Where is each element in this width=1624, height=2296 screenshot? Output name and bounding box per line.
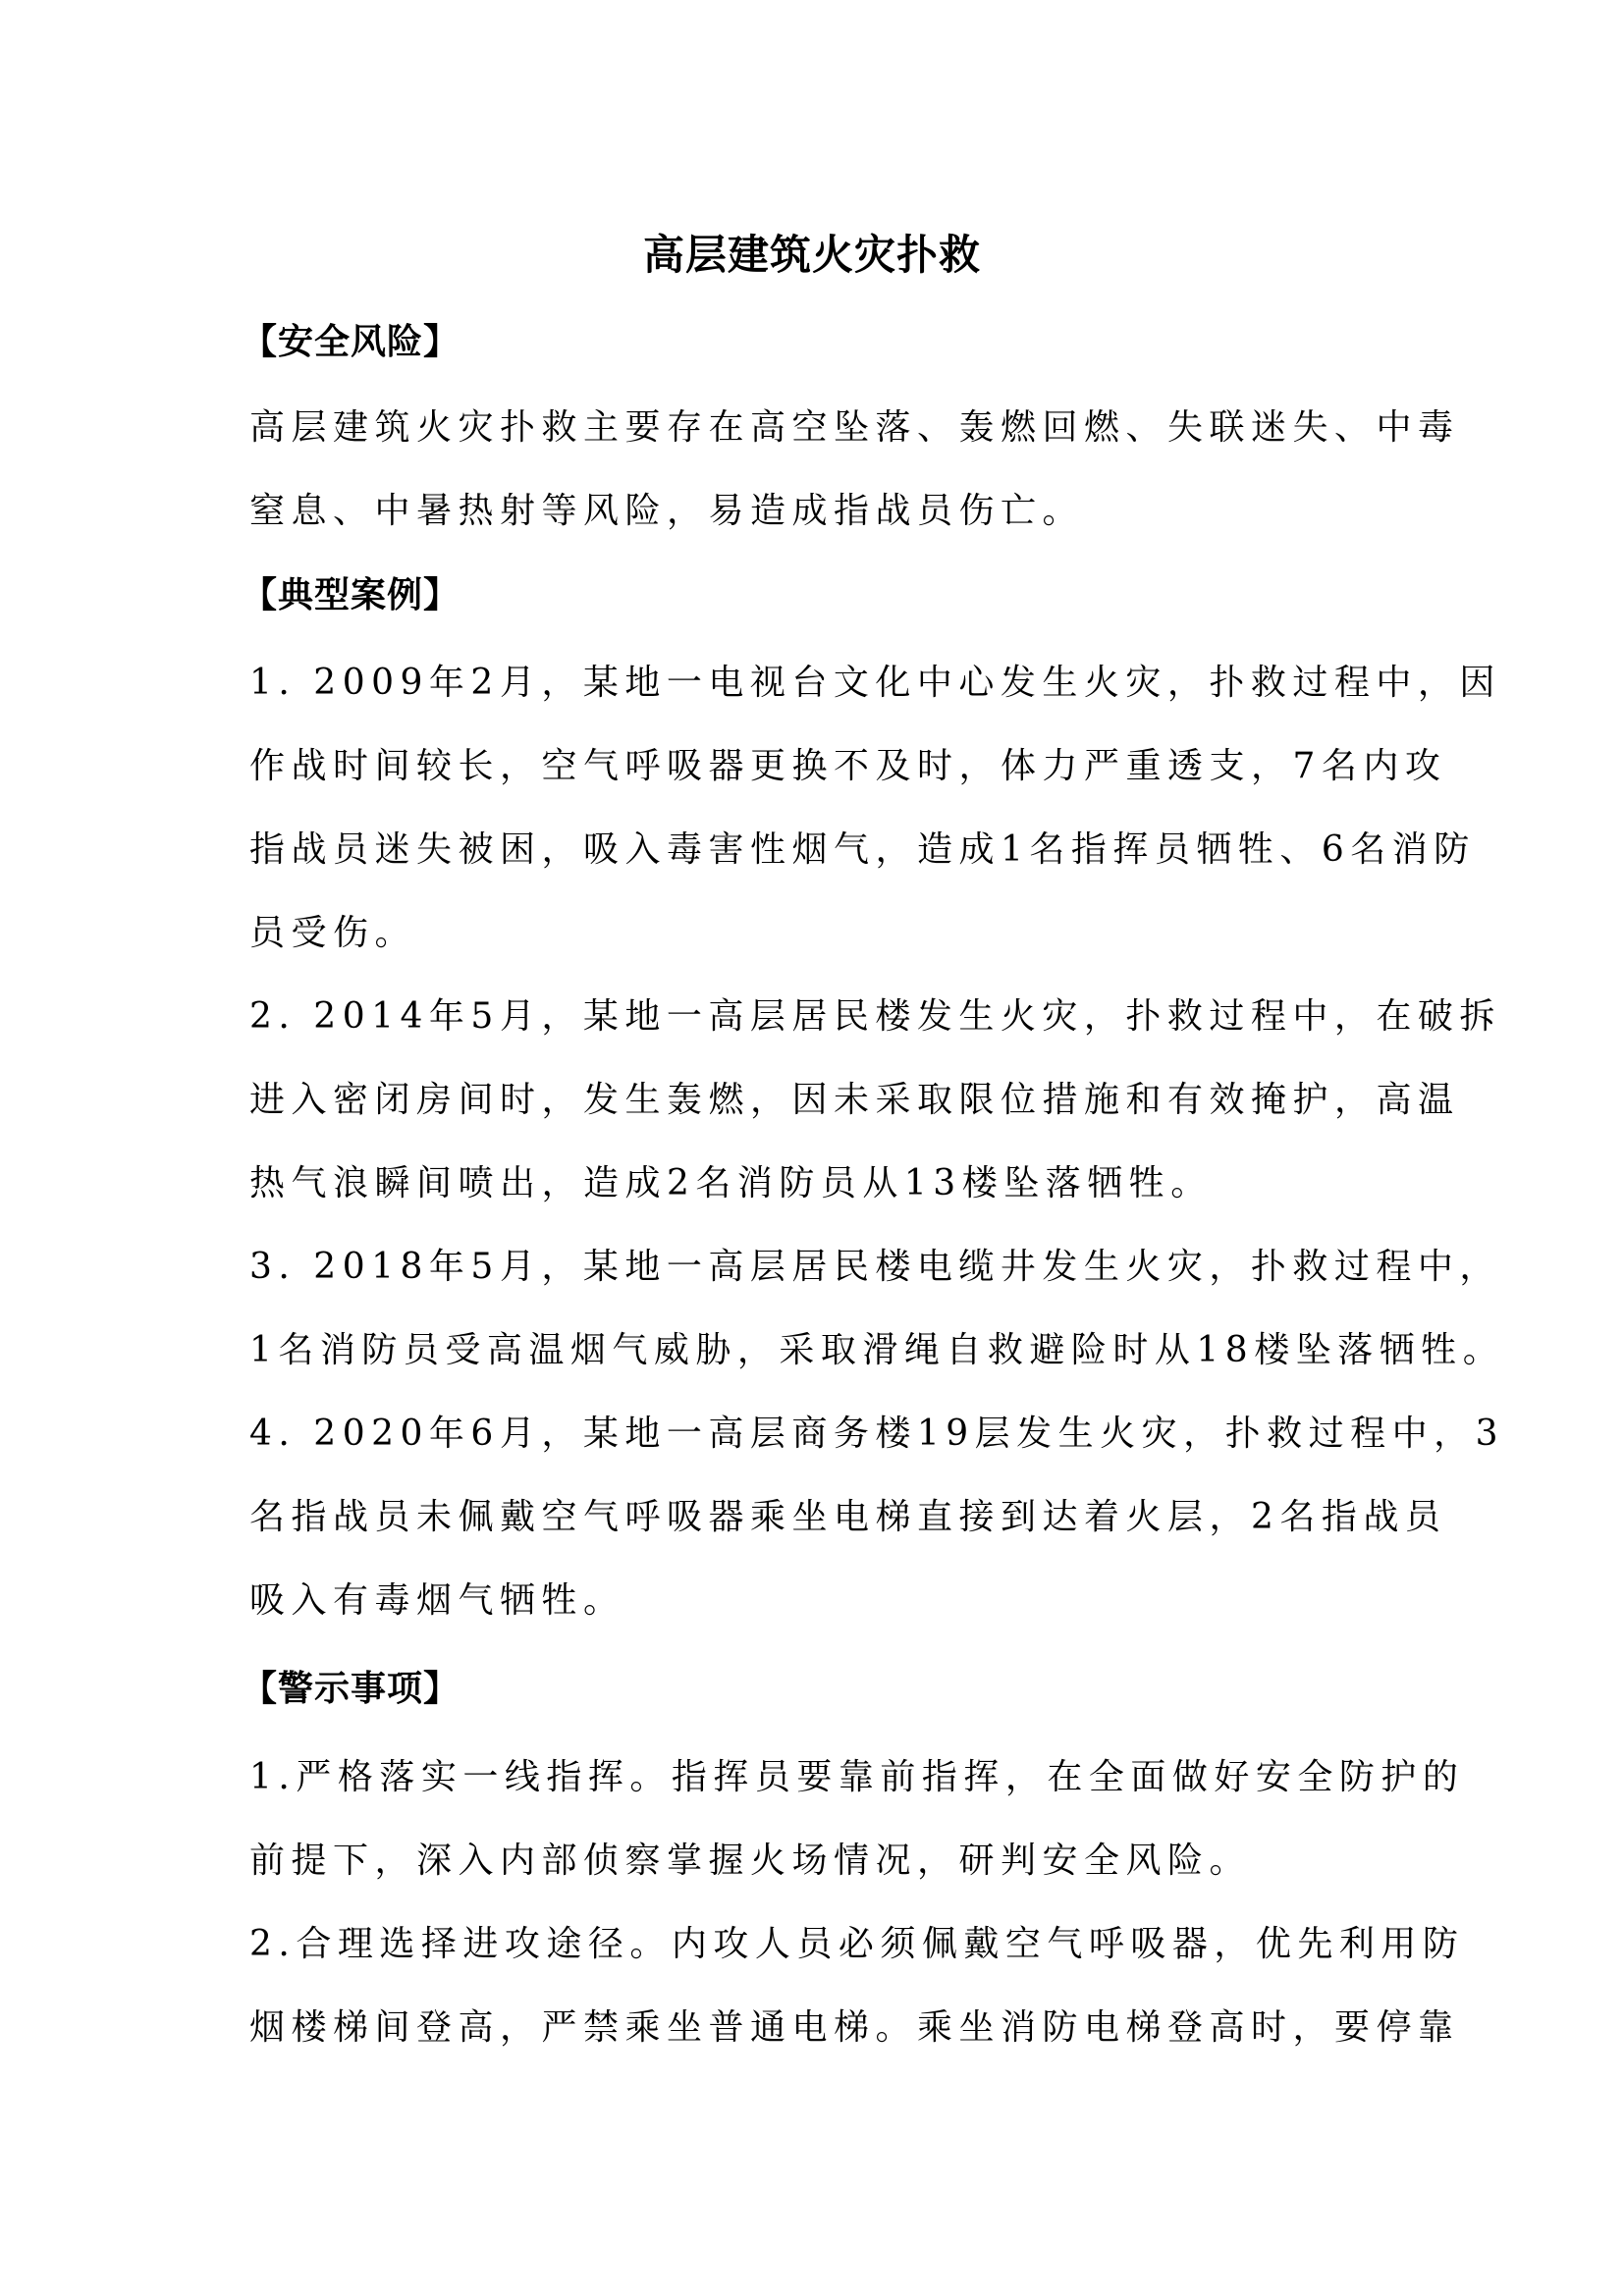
paragraph-line: 1. 2009年2月，某地一电视台文化中心发生火灾，扑救过程中，因 <box>249 663 1501 703</box>
page-title: 高层建筑火灾扑救 <box>642 231 981 279</box>
paragraph-line: 2.合理选择进攻途径。内攻人员必须佩戴空气呼吸器，优先利用防 <box>249 1924 1465 1964</box>
paragraph-line: 3. 2018年5月，某地一高层居民楼电缆井发生火灾，扑救过程中， <box>249 1247 1501 1287</box>
paragraph-line: 2. 2014年5月，某地一高层居民楼发生火灾，扑救过程中，在破拆 <box>249 996 1501 1037</box>
section-heading-typical-cases: 【典型案例】 <box>242 575 460 615</box>
paragraph-line: 进入密闭房间时，发生轰燃，因未采取限位措施和有效掩护，高温 <box>249 1080 1460 1120</box>
section-heading-warnings: 【警示事项】 <box>242 1669 460 1709</box>
paragraph-line: 热气浪瞬间喷出，造成2名消防员从13楼坠落牺牲。 <box>249 1163 1213 1203</box>
paragraph-line: 名指战员未佩戴空气呼吸器乘坐电梯直接到达着火层，2名指战员 <box>249 1497 1447 1537</box>
paragraph-line: 作战时间较长，空气呼吸器更换不及时，体力严重透支，7名内攻 <box>249 746 1447 786</box>
paragraph-line: 指战员迷失被困，吸入毒害性烟气，造成1名指挥员牺牲、6名消防 <box>249 829 1476 870</box>
paragraph-line: 1名消防员受高温烟气威胁，采取滑绳自救避险时从18楼坠落牺牲。 <box>249 1330 1505 1370</box>
paragraph-line: 烟楼梯间登高，严禁乘坐普通电梯。乘坐消防电梯登高时，要停靠 <box>249 2007 1460 2048</box>
paragraph-line: 4. 2020年6月，某地一高层商务楼19层发生火灾，扑救过程中，3 <box>249 1414 1505 1454</box>
paragraph-line: 1.严格落实一线指挥。指挥员要靠前指挥，在全面做好安全防护的 <box>249 1757 1465 1797</box>
paragraph-line: 高层建筑火灾扑救主要存在高空坠落、轰燃回燃、失联迷失、中毒 <box>249 407 1460 448</box>
section-heading-safety-risks: 【安全风险】 <box>242 322 460 362</box>
paragraph-line: 前提下，深入内部侦察掌握火场情况，研判安全风险。 <box>249 1841 1252 1881</box>
paragraph-line: 员受伤。 <box>249 913 417 953</box>
paragraph-line: 窒息、中暑热射等风险，易造成指战员伤亡。 <box>249 491 1085 531</box>
paragraph-line: 吸入有毒烟气牺牲。 <box>249 1580 625 1621</box>
